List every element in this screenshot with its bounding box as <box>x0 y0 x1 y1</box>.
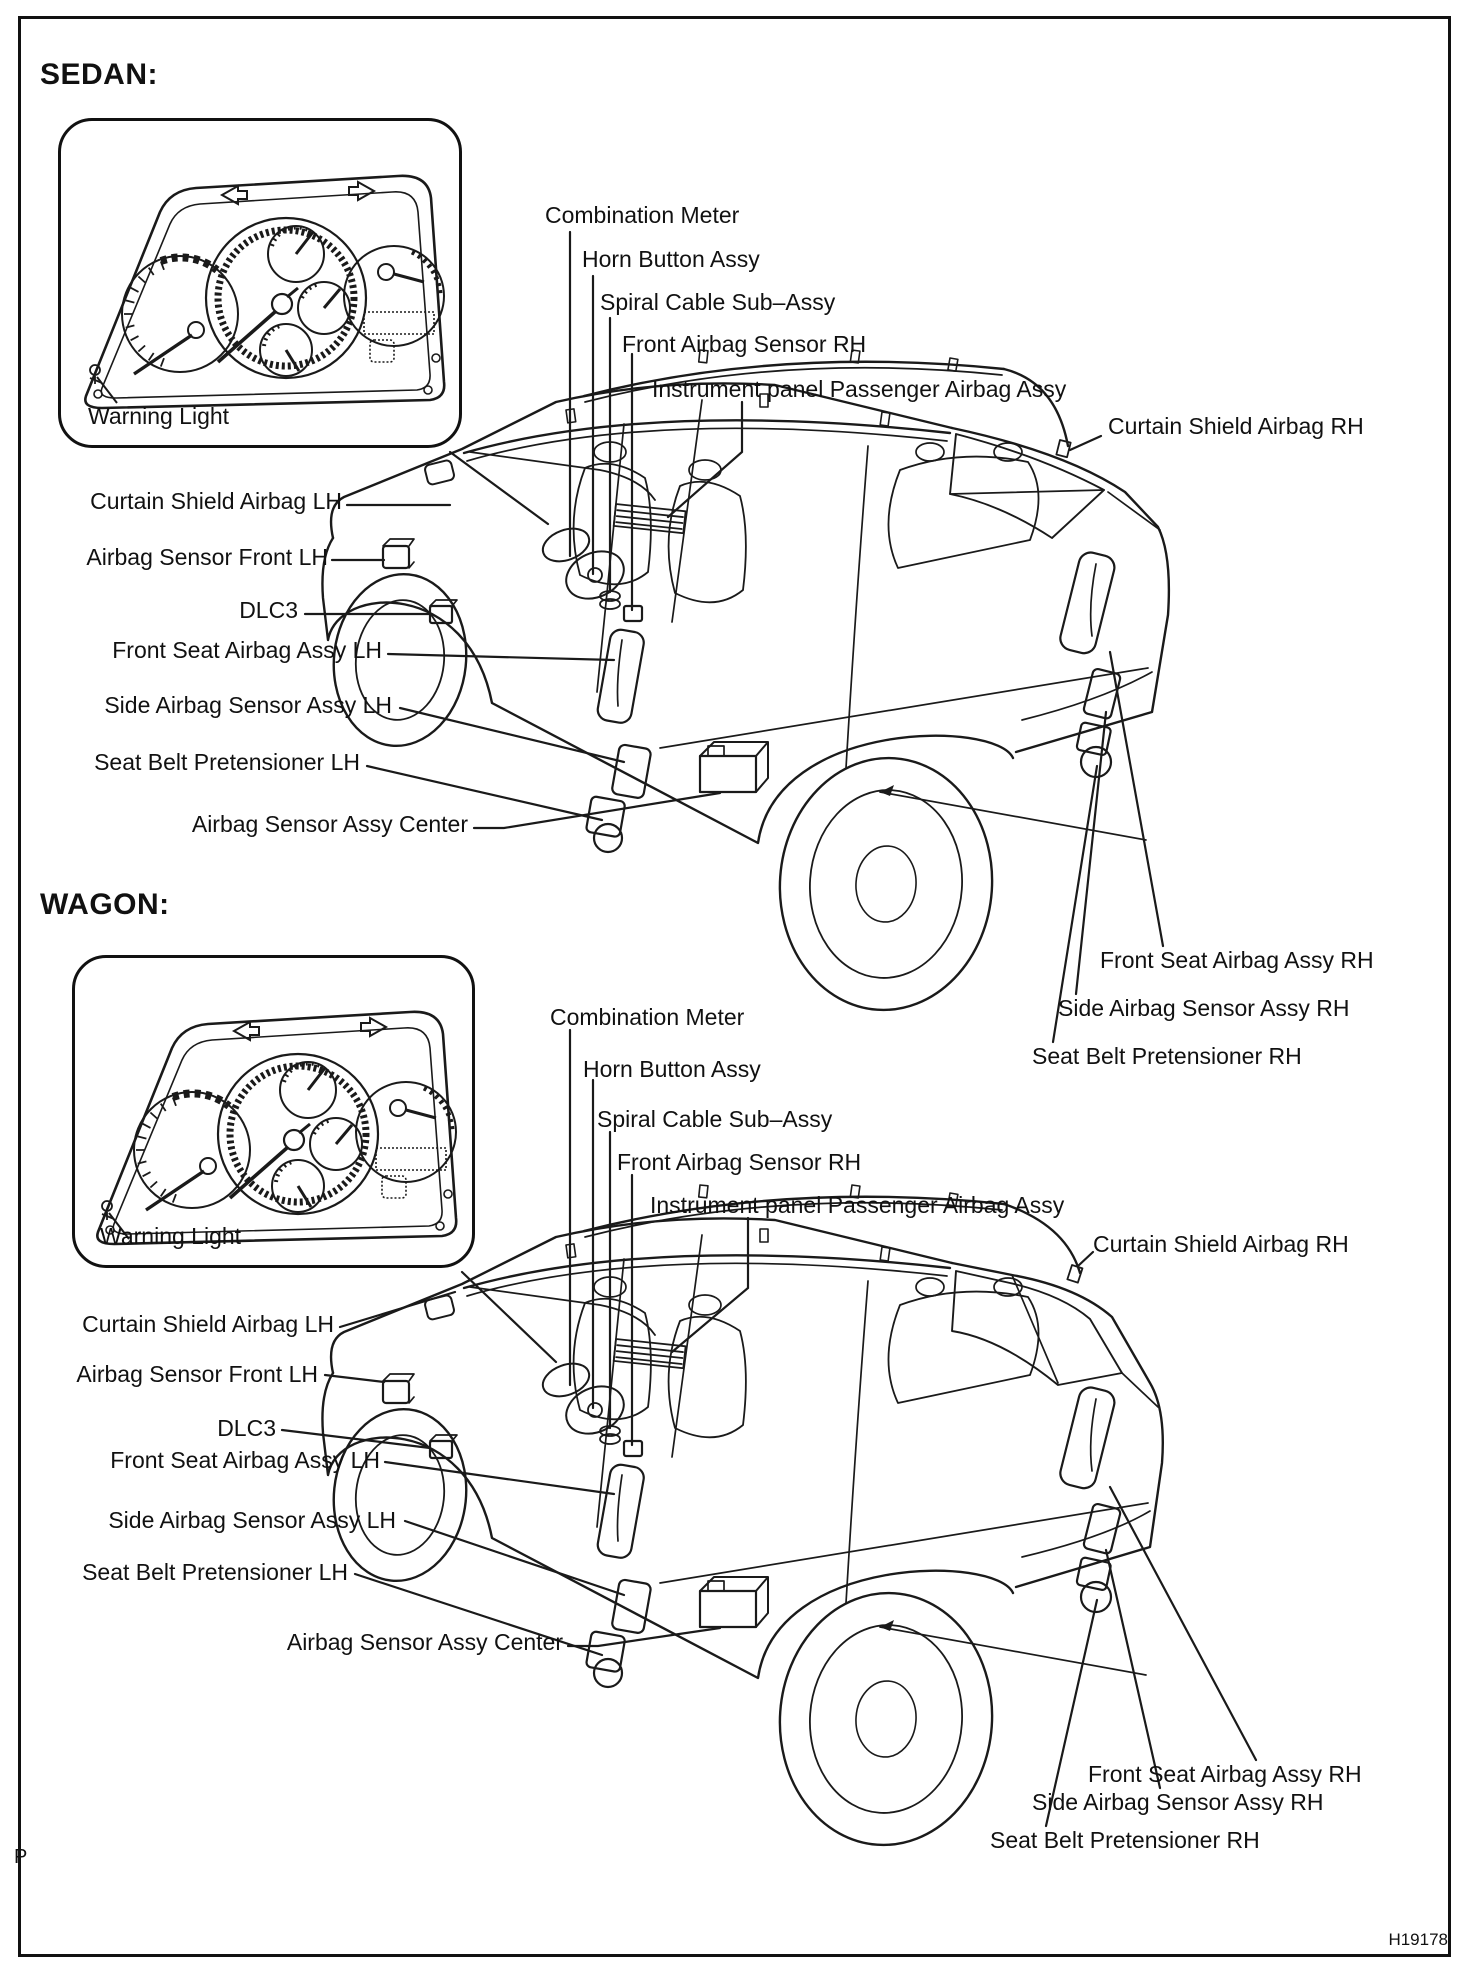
label-sedan-curtain-shield-rh: Curtain Shield Airbag RH <box>1108 413 1364 439</box>
label-wagon-front-seat-airbag-lh: Front Seat Airbag Assy LH <box>110 1447 380 1473</box>
label-sedan-front-airbag-sensor-rh: Front Airbag Sensor RH <box>622 331 867 357</box>
label-wagon-airbag-sensor-center: Airbag Sensor Assy Center <box>286 1629 563 1655</box>
label-wagon-airbag-sensor-front-lh: Airbag Sensor Front LH <box>76 1361 318 1387</box>
label-wagon-front-airbag-sensor-rh: Front Airbag Sensor RH <box>617 1149 862 1175</box>
label-wagon-seat-belt-pretensioner-lh: Seat Belt Pretensioner LH <box>82 1559 348 1585</box>
label-wagon-warning-light: Warning Light <box>100 1223 242 1249</box>
label-wagon-instrument-panel-airbag: Instrument panel Passenger Airbag Assy <box>650 1192 1065 1218</box>
label-wagon-dlc3: DLC3 <box>217 1415 276 1441</box>
label-sedan-spiral-cable: Spiral Cable Sub–Assy <box>600 289 836 315</box>
label-sedan-combination-meter: Combination Meter <box>545 202 740 228</box>
label-sedan-front-seat-airbag-lh: Front Seat Airbag Assy LH <box>112 637 382 663</box>
label-wagon-side-airbag-sensor-rh: Side Airbag Sensor Assy RH <box>1032 1789 1324 1815</box>
label-sedan-airbag-sensor-front-lh: Airbag Sensor Front LH <box>86 544 328 570</box>
section-heading-wagon: WAGON: <box>40 888 170 921</box>
label-sedan-side-airbag-sensor-lh: Side Airbag Sensor Assy LH <box>104 692 392 718</box>
wagon-cluster-callout-box <box>72 955 475 1268</box>
label-sedan-dlc3: DLC3 <box>239 597 298 623</box>
section-heading-sedan: SEDAN: <box>40 58 159 91</box>
figure-code: H19178 <box>1388 1930 1448 1949</box>
label-sedan-seat-belt-pretensioner-lh: Seat Belt Pretensioner LH <box>94 749 360 775</box>
label-sedan-seat-belt-pretensioner-rh: Seat Belt Pretensioner RH <box>1032 1043 1302 1069</box>
label-wagon-curtain-shield-rh: Curtain Shield Airbag RH <box>1093 1231 1349 1257</box>
label-wagon-front-seat-airbag-rh: Front Seat Airbag Assy RH <box>1088 1761 1362 1787</box>
label-wagon-spiral-cable: Spiral Cable Sub–Assy <box>597 1106 833 1132</box>
label-sedan-curtain-shield-lh: Curtain Shield Airbag LH <box>90 488 342 514</box>
sedan-cluster-callout-box <box>58 118 462 448</box>
label-wagon-combination-meter: Combination Meter <box>550 1004 745 1030</box>
label-wagon-seat-belt-pretensioner-rh: Seat Belt Pretensioner RH <box>990 1827 1260 1853</box>
label-wagon-horn-button: Horn Button Assy <box>583 1056 761 1082</box>
wagon-car-drawing <box>322 1185 1162 1852</box>
sedan-car-drawing <box>322 350 1168 1017</box>
label-sedan-instrument-panel-airbag: Instrument panel Passenger Airbag Assy <box>652 376 1067 402</box>
label-sedan-front-seat-airbag-rh: Front Seat Airbag Assy RH <box>1100 947 1374 973</box>
page-corner-mark: P <box>14 1846 28 1868</box>
label-wagon-side-airbag-sensor-lh: Side Airbag Sensor Assy LH <box>108 1507 396 1533</box>
label-sedan-horn-button: Horn Button Assy <box>582 246 760 272</box>
label-sedan-warning-light: Warning Light <box>88 403 230 429</box>
label-sedan-airbag-sensor-center: Airbag Sensor Assy Center <box>191 811 468 837</box>
label-wagon-curtain-shield-lh: Curtain Shield Airbag LH <box>82 1311 334 1337</box>
label-sedan-side-airbag-sensor-rh: Side Airbag Sensor Assy RH <box>1058 995 1350 1021</box>
